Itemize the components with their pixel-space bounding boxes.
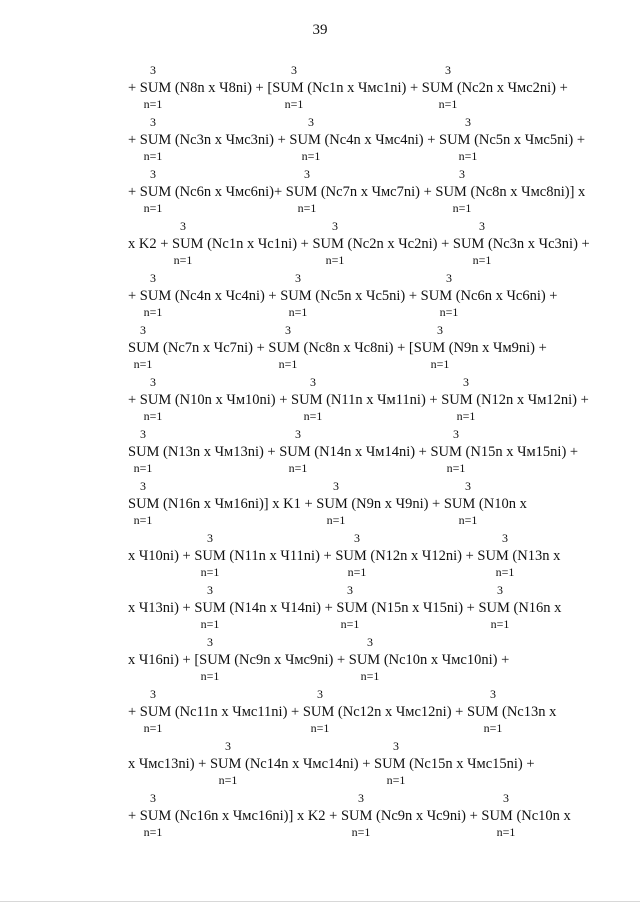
sum-upper-limit: 3 (285, 323, 291, 337)
sum-lower-limit: n=1 (301, 149, 321, 163)
sum-lower-limit: n=1 (351, 825, 371, 839)
sum-lower-limit: n=1 (458, 149, 478, 163)
sum-upper-limit: 3 (150, 167, 156, 181)
sum-lower-limit: n=1 (430, 357, 450, 371)
sum-upper-limit: 3 (207, 635, 213, 649)
formula-line: x Ч10ni) + SUM (N11n x Ч11ni) + SUM (N12n x Ч12ni) + SUM (N13n x (128, 548, 561, 564)
sum-upper-limit: 3 (317, 687, 323, 701)
sum-lower-limit: n=1 (310, 721, 330, 735)
formula-line: x K2 + SUM (Nc1n x Чc1ni) + SUM (Nc2n x Чc2ni) + SUM (Nc3n x Чc3ni) + (128, 236, 590, 252)
sum-upper-limit: 3 (291, 63, 297, 77)
sum-lower-limit: n=1 (284, 97, 304, 111)
sum-upper-limit: 3 (497, 583, 503, 597)
sum-upper-limit: 3 (503, 791, 509, 805)
sum-lower-limit: n=1 (143, 721, 163, 735)
page-bottom-edge (0, 901, 640, 902)
sum-upper-limit: 3 (490, 687, 496, 701)
formula-line: SUM (Nc7n x Чc7ni) + SUM (Nc8n x Чc8ni) + [SUM (N9n x Чм9ni) + (128, 340, 547, 356)
sum-upper-limit: 3 (150, 115, 156, 129)
sum-lower-limit: n=1 (278, 357, 298, 371)
formula-block (0, 322, 640, 374)
sum-upper-limit: 3 (333, 479, 339, 493)
formula-line: + SUM (Nc3n x Чмc3ni) + SUM (Nc4n x Чмc4ni) + SUM (Nc5n x Чмc5ni) + (128, 132, 586, 148)
sum-upper-limit: 3 (140, 427, 146, 441)
sum-lower-limit: n=1 (483, 721, 503, 735)
sum-upper-limit: 3 (295, 271, 301, 285)
sum-lower-limit: n=1 (218, 773, 238, 787)
sum-lower-limit: n=1 (495, 565, 515, 579)
sum-lower-limit: n=1 (472, 253, 492, 267)
sum-upper-limit: 3 (310, 375, 316, 389)
formula-line: + SUM (Nc4n x Чc4ni) + SUM (Nc5n x Чc5ni) + SUM (Nc6n x Чc6ni) + (128, 288, 558, 304)
formula-line: x Ч16ni) + [SUM (Nc9n x Чмc9ni) + SUM (Nc10n x Чмc10ni) + (128, 652, 510, 668)
sum-upper-limit: 3 (367, 635, 373, 649)
sum-lower-limit: n=1 (133, 513, 153, 527)
sum-upper-limit: 3 (502, 531, 508, 545)
formula-block (0, 686, 640, 738)
formula-line: + SUM (N8n x Ч8ni) + [SUM (Nc1n x Чмc1ni) + SUM (Nc2n x Чмc2ni) + (128, 80, 568, 96)
sum-lower-limit: n=1 (439, 305, 459, 319)
sum-upper-limit: 3 (453, 427, 459, 441)
formula-block (0, 426, 640, 478)
sum-lower-limit: n=1 (326, 513, 346, 527)
sum-lower-limit: n=1 (360, 669, 380, 683)
sum-lower-limit: n=1 (200, 565, 220, 579)
formula-block (0, 374, 640, 426)
sum-lower-limit: n=1 (200, 617, 220, 631)
sum-upper-limit: 3 (358, 791, 364, 805)
formula-block (0, 270, 640, 322)
formula-block (0, 582, 640, 634)
formula-line: + SUM (Nc16n x Чмc16ni)] x K2 + SUM (Nc9n x Чc9ni) + SUM (Nc10n x (128, 808, 571, 824)
formula-block (0, 218, 640, 270)
sum-lower-limit: n=1 (173, 253, 193, 267)
sum-lower-limit: n=1 (303, 409, 323, 423)
sum-upper-limit: 3 (463, 375, 469, 389)
sum-lower-limit: n=1 (456, 409, 476, 423)
sum-upper-limit: 3 (347, 583, 353, 597)
sum-lower-limit: n=1 (143, 149, 163, 163)
sum-lower-limit: n=1 (297, 201, 317, 215)
formula-line: SUM (N16n x Чм16ni)] x K1 + SUM (N9n x Ч9ni) + SUM (N10n x (128, 496, 527, 512)
sum-lower-limit: n=1 (458, 513, 478, 527)
sum-lower-limit: n=1 (143, 305, 163, 319)
sum-upper-limit: 3 (393, 739, 399, 753)
sum-upper-limit: 3 (150, 687, 156, 701)
sum-lower-limit: n=1 (288, 305, 308, 319)
sum-lower-limit: n=1 (490, 617, 510, 631)
sum-upper-limit: 3 (295, 427, 301, 441)
formula-block (0, 634, 640, 686)
sum-upper-limit: 3 (225, 739, 231, 753)
sum-lower-limit: n=1 (200, 669, 220, 683)
formula-block (0, 530, 640, 582)
sum-upper-limit: 3 (437, 323, 443, 337)
formula-block (0, 166, 640, 218)
sum-lower-limit: n=1 (133, 461, 153, 475)
sum-lower-limit: n=1 (143, 825, 163, 839)
formula-block (0, 62, 640, 114)
sum-upper-limit: 3 (140, 479, 146, 493)
sum-upper-limit: 3 (308, 115, 314, 129)
sum-lower-limit: n=1 (133, 357, 153, 371)
formula-line: x Ч13ni) + SUM (N14n x Ч14ni) + SUM (N15n x Ч15ni) + SUM (N16n x (128, 600, 562, 616)
sum-upper-limit: 3 (332, 219, 338, 233)
sum-upper-limit: 3 (180, 219, 186, 233)
formula-line: + SUM (Nc11n x Чмc11ni) + SUM (Nc12n x Чмc12ni) + SUM (Nc13n x (128, 704, 557, 720)
sum-upper-limit: 3 (150, 271, 156, 285)
sum-lower-limit: n=1 (446, 461, 466, 475)
sum-lower-limit: n=1 (452, 201, 472, 215)
sum-upper-limit: 3 (465, 115, 471, 129)
formula-line: + SUM (N10n x Чм10ni) + SUM (N11n x Чм11ni) + SUM (N12n x Чм12ni) + (128, 392, 589, 408)
sum-upper-limit: 3 (207, 531, 213, 545)
page-number: 39 (312, 22, 328, 38)
sum-upper-limit: 3 (304, 167, 310, 181)
sum-lower-limit: n=1 (325, 253, 345, 267)
sum-upper-limit: 3 (140, 323, 146, 337)
sum-upper-limit: 3 (354, 531, 360, 545)
sum-lower-limit: n=1 (340, 617, 360, 631)
sum-upper-limit: 3 (445, 63, 451, 77)
sum-upper-limit: 3 (465, 479, 471, 493)
sum-upper-limit: 3 (459, 167, 465, 181)
formula-line: x Чмc13ni) + SUM (Nc14n x Чмc14ni) + SUM (Nc15n x Чмc15ni) + (128, 756, 535, 772)
sum-lower-limit: n=1 (143, 201, 163, 215)
sum-upper-limit: 3 (446, 271, 452, 285)
sum-lower-limit: n=1 (496, 825, 516, 839)
sum-lower-limit: n=1 (143, 409, 163, 423)
sum-lower-limit: n=1 (438, 97, 458, 111)
sum-upper-limit: 3 (150, 791, 156, 805)
formula-block (0, 114, 640, 166)
formula-block (0, 738, 640, 790)
formula-block (0, 478, 640, 530)
sum-lower-limit: n=1 (386, 773, 406, 787)
sum-upper-limit: 3 (150, 63, 156, 77)
sum-lower-limit: n=1 (288, 461, 308, 475)
formula-block (0, 790, 640, 842)
formula-line: SUM (N13n x Чм13ni) + SUM (N14n x Чм14ni) + SUM (N15n x Чм15ni) + (128, 444, 579, 460)
sum-upper-limit: 3 (207, 583, 213, 597)
sum-lower-limit: n=1 (347, 565, 367, 579)
formula-line: + SUM (Nc6n x Чмc6ni)+ SUM (Nc7n x Чмc7ni) + SUM (Nc8n x Чмc8ni)] x (128, 184, 586, 200)
sum-lower-limit: n=1 (143, 97, 163, 111)
sum-upper-limit: 3 (479, 219, 485, 233)
sum-upper-limit: 3 (150, 375, 156, 389)
